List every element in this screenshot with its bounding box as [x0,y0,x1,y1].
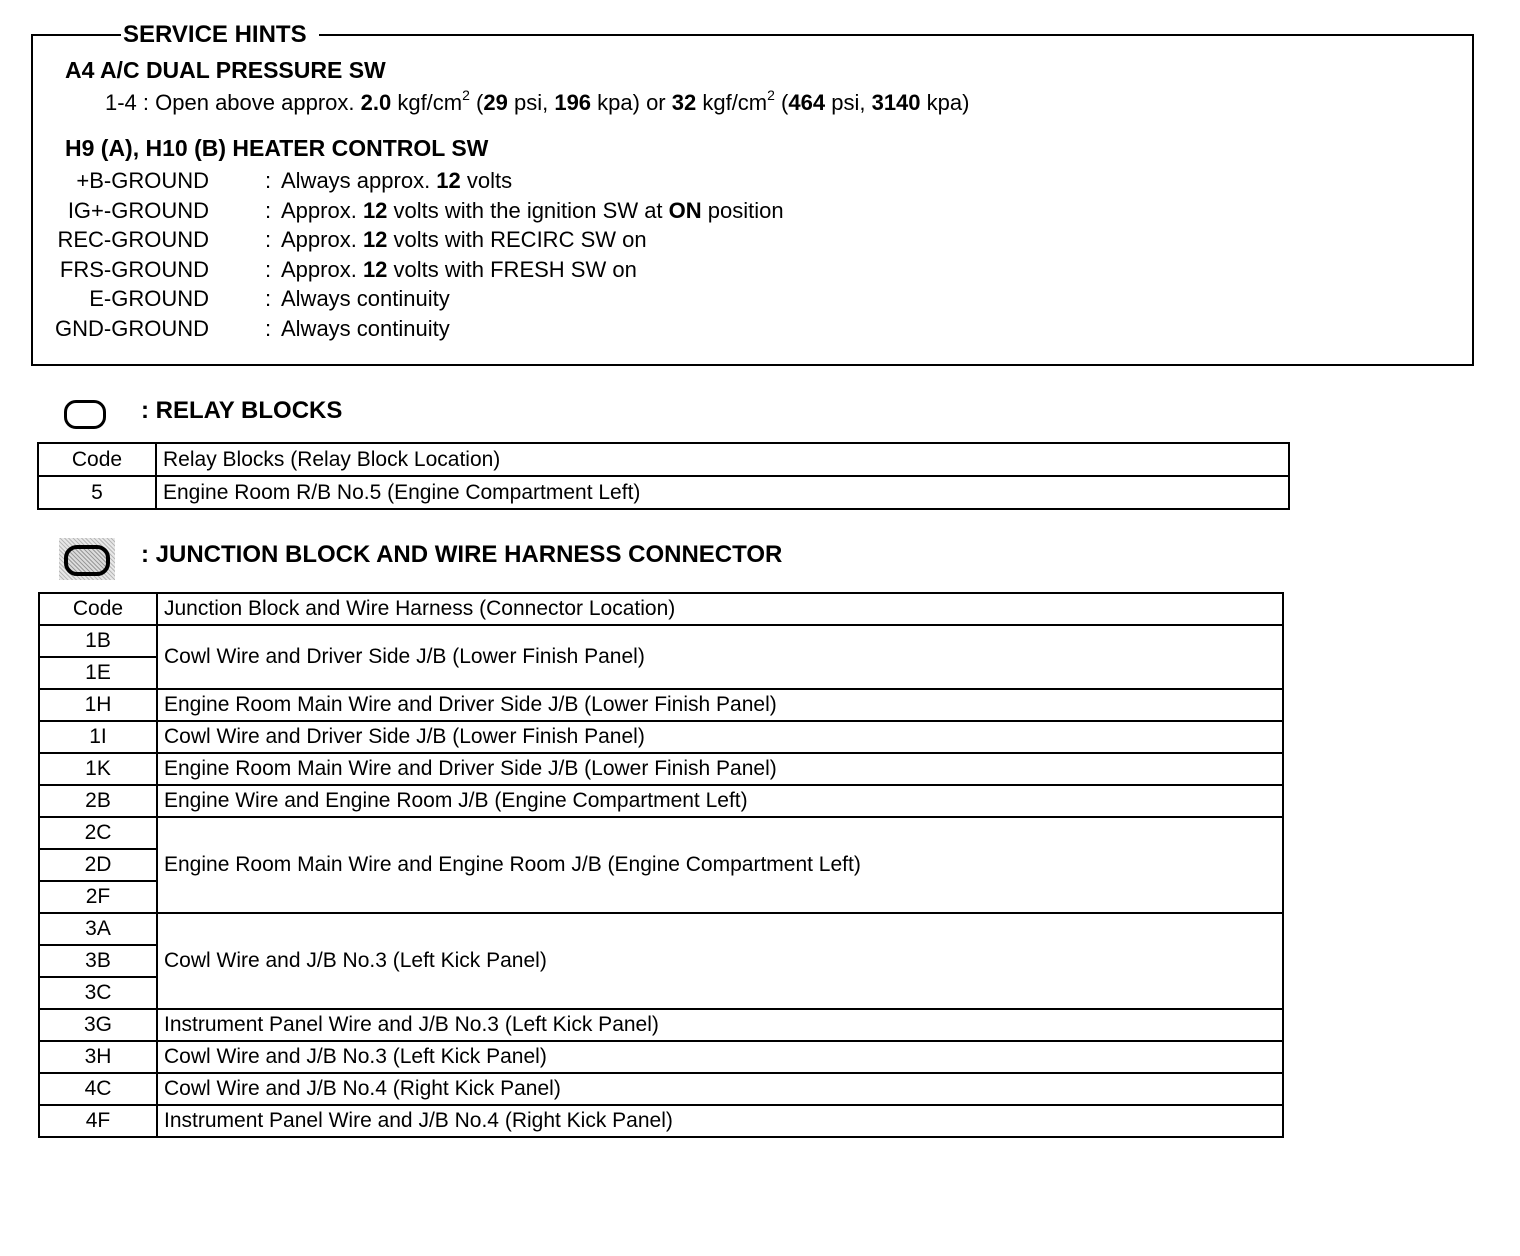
separator: : [265,257,272,282]
junction-row [39,785,1283,817]
junction-row [39,721,1283,753]
separator: : [265,168,272,193]
spec-text-pre: Approx. [281,227,363,252]
separator: : [265,227,272,252]
junction-row [39,753,1283,785]
separator: : [265,286,272,311]
junction-location: Instrument Panel Wire and J/B No.3 (Left Kick Panel) [157,1009,1283,1041]
code-header: Code [39,593,157,625]
junction-row [39,817,1283,849]
spec-text-pre: Always continuity [281,286,450,311]
junction-row [39,625,1283,657]
h9-spec-row [33,315,1433,343]
spec-text-pre: Approx. [281,257,363,282]
a4-spec-line: 1-4 : Open above approx. 2.0 kgf/$cm^2$ (29 psi, 196 kpa) or 32 kgf/$cm^2$ (464 psi, 3140 kpa) [105,86,970,115]
relay-blocks-legend: : RELAY BLOCKS [141,397,343,424]
spec-text-pre: Always continuity [281,316,450,341]
spec-text-bold1: 12 [362,257,388,282]
junction-location: Engine Room Main Wire and Driver Side J/B (Lower Finish Panel) [157,753,1283,785]
spec-description [281,226,647,254]
relay-code: 5 [38,476,156,509]
h9-spec-row [33,197,1433,225]
spec-text-bold1: 12 [362,198,388,223]
junction-row [39,1009,1283,1041]
relay-blocks-table [37,442,1290,510]
junction-location: Engine Wire and Engine Room J/B (Engine Compartment Left) [157,785,1283,817]
junction-location: Cowl Wire and Driver Side J/B (Lower Finish Panel) [157,721,1283,753]
junction-code: 2D [39,849,157,881]
junction-location: Cowl Wire and J/B No.3 (Left Kick Panel) [157,913,1283,1009]
junction-row [39,1073,1283,1105]
junction-row [39,913,1283,945]
junction-row [39,689,1283,721]
terminal-pair: +B-GROUND [76,168,209,193]
junction-code: 3G [39,1009,157,1041]
spec-text-bold1: 12 [436,168,461,193]
a4-heading: A4 A/C DUAL PRESSURE SW [65,57,386,83]
junction-row [39,1105,1283,1137]
junction-code: 1H [39,689,157,721]
junction-code: 2B [39,785,157,817]
junction-code: 1B [39,625,157,657]
spec-text-mid: volts [460,168,513,193]
junction-location: Engine Room Main Wire and Engine Room J/B (Engine Compartment Left) [157,817,1283,913]
junction-code: 1I [39,721,157,753]
junction-code: 3A [39,913,157,945]
junction-code: 3B [39,945,157,977]
h9-spec-row [33,167,1433,195]
spec-description [281,256,637,284]
junction-code: 3C [39,977,157,1009]
spec-description [281,167,512,195]
location-header: Relay Blocks (Relay Block Location) [156,443,1289,476]
junction-location: Instrument Panel Wire and J/B No.4 (Right Kick Panel) [157,1105,1283,1137]
separator: : [265,316,272,341]
location-header: Junction Block and Wire Harness (Connector Location) [157,593,1283,625]
terminal-pair: E-GROUND [89,286,209,311]
spec-text-mid: volts with FRESH SW on [387,257,637,282]
code-header: Code [38,443,156,476]
junction-code: 1E [39,657,157,689]
service-hints-title: SERVICE HINTS [121,20,319,50]
junction-code: 3H [39,1041,157,1073]
spec-text-post: position [701,198,784,223]
terminal-pair: FRS-GROUND [59,257,209,282]
h9-spec-row [33,285,1433,313]
relay-location: Engine Room R/B No.5 (Engine Compartment Left) [156,476,1289,509]
relay-block-icon [64,400,106,429]
spec-text-mid: volts with the ignition SW at [387,198,669,223]
junction-location: Engine Room Main Wire and Driver Side J/B (Lower Finish Panel) [157,689,1283,721]
junction-code: 2C [39,817,157,849]
h9-heading: H9 (A), H10 (B) HEATER CONTROL SW [65,135,489,161]
junction-location: Cowl Wire and J/B No.3 (Left Kick Panel) [157,1041,1283,1073]
junction-header-row [39,593,1283,625]
spec-text-pre: Always approx. [281,168,437,193]
spec-text-bold1: 12 [362,227,388,252]
junction-location: Cowl Wire and J/B No.4 (Right Kick Panel) [157,1073,1283,1105]
junction-location: Cowl Wire and Driver Side J/B (Lower Finish Panel) [157,625,1283,689]
spec-description [281,197,784,225]
junction-code: 4F [39,1105,157,1137]
junction-code: 1K [39,753,157,785]
junction-blocks-table [38,592,1284,1138]
h9-spec-row [33,256,1433,284]
h9-spec-row [33,226,1433,254]
spec-text-bold2: ON [668,198,702,223]
service-hints-box [31,21,1474,366]
relay-header-row [38,443,1289,476]
spec-text-pre: Approx. [281,198,363,223]
junction-block-icon [64,545,110,576]
relay-row [38,476,1289,509]
junction-code: 2F [39,881,157,913]
spec-text-mid: volts with RECIRC SW on [387,227,647,252]
junction-row [39,1041,1283,1073]
terminal-pair: IG+-GROUND [67,198,209,223]
terminal-pair: GND-GROUND [55,316,209,341]
terminal-pair: REC-GROUND [57,227,209,252]
spec-description [281,285,450,313]
junction-blocks-legend: : JUNCTION BLOCK AND WIRE HARNESS CONNECTOR [141,541,783,568]
junction-code: 4C [39,1073,157,1105]
separator: : [265,198,272,223]
spec-description [281,315,450,343]
